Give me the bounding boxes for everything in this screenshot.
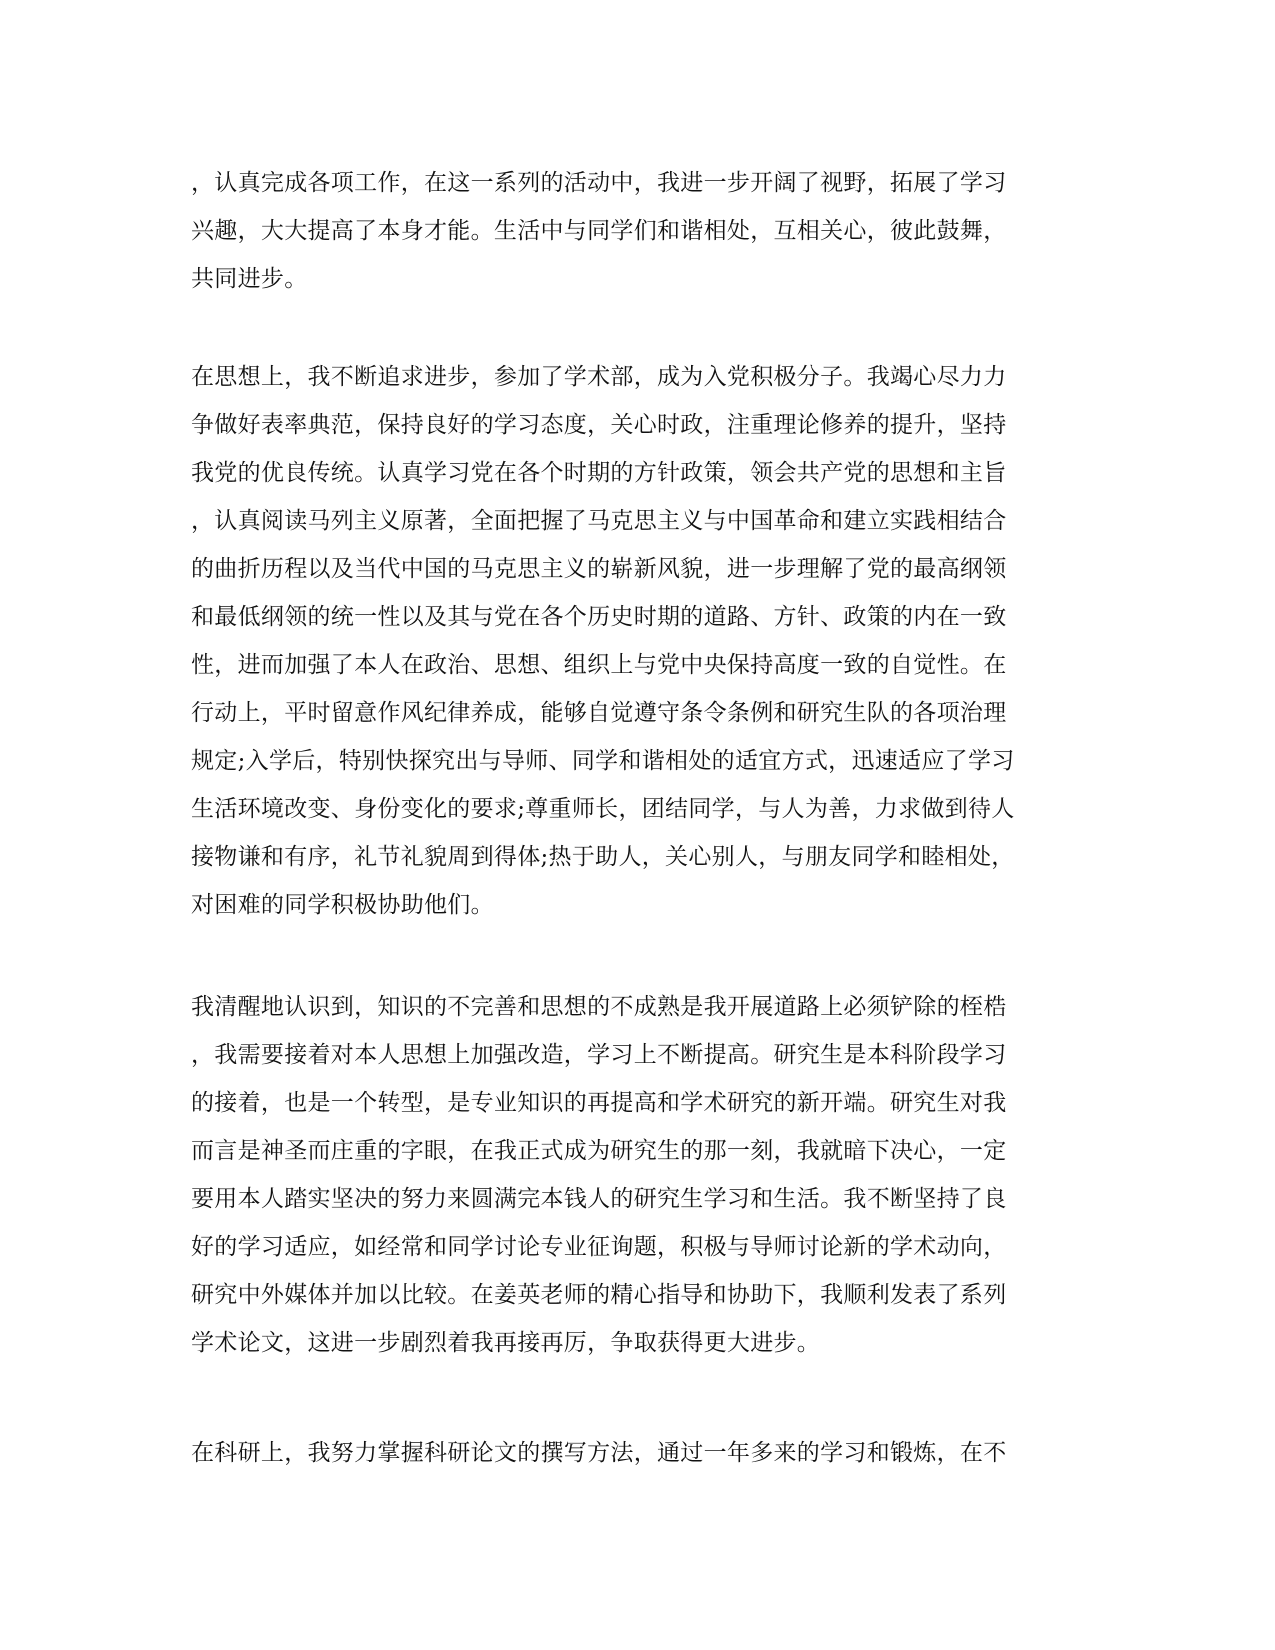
text-line: 要用本人踏实坚决的努力来圆满完本钱人的研究生学习和生活。我不断坚持了良 bbox=[191, 1186, 1007, 1212]
paragraph-4 bbox=[191, 1429, 1091, 1477]
text-line: 生活环境改变、身份变化的要求;尊重师长，团结同学，与人为善，力求做到待人 bbox=[191, 796, 1015, 822]
text-line: 性，进而加强了本人在政治、思想、组织上与党中央保持高度一致的自觉性。在 bbox=[191, 652, 1007, 678]
text-line: 争做好表率典范，保持良好的学习态度，关心时政，注重理论修养的提升，坚持 bbox=[191, 412, 1007, 438]
text-line: 兴趣，大大提高了本身才能。生活中与同学们和谐相处，互相关心，彼此鼓舞， bbox=[191, 218, 1007, 244]
text-line: 而言是神圣而庄重的字眼，在我正式成为研究生的那一刻，我就暗下决心，一定 bbox=[191, 1138, 1007, 1164]
text-line: 研究中外媒体并加以比较。在姜英老师的精心指导和协助下，我顺利发表了系列 bbox=[191, 1282, 1007, 1308]
text-line: ，认真完成各项工作，在这一系列的活动中，我进一步开阔了视野，拓展了学习 bbox=[191, 170, 1007, 196]
text-line: 和最低纲领的统一性以及其与党在各个历史时期的道路、方针、政策的内在一致 bbox=[191, 604, 1007, 630]
text-line: 在思想上，我不断追求进步，参加了学术部，成为入党积极分子。我竭心尽力力 bbox=[191, 364, 1007, 390]
paragraph-2 bbox=[191, 353, 1091, 929]
paragraph-1 bbox=[191, 159, 1091, 303]
text-line: 接物谦和有序，礼节礼貌周到得体;热于助人，关心别人，与朋友同学和睦相处， bbox=[191, 844, 1015, 870]
text-line: 的曲折历程以及当代中国的马克思主义的崭新风貌，进一步理解了党的最高纲领 bbox=[191, 556, 1007, 582]
text-line: 在科研上，我努力掌握科研论文的撰写方法，通过一年多来的学习和锻炼，在不 bbox=[191, 1440, 1007, 1466]
text-line: 行动上，平时留意作风纪律养成，能够自觉遵守条令条例和研究生队的各项治理 bbox=[191, 700, 1007, 726]
text-line: 规定;入学后，特别快探究出与导师、同学和谐相处的适宜方式，迅速适应了学习 bbox=[191, 748, 1015, 774]
text-line: 的接着，也是一个转型，是专业知识的再提高和学术研究的新开端。研究生对我 bbox=[191, 1090, 1007, 1116]
text-line: 我党的优良传统。认真学习党在各个时期的方针政策，领会共产党的思想和主旨 bbox=[191, 460, 1007, 486]
text-line: ，认真阅读马列主义原著，全面把握了马克思主义与中国革命和建立实践相结合 bbox=[191, 508, 1007, 534]
text-line: 学术论文，这进一步剧烈着我再接再厉，争取获得更大进步。 bbox=[191, 1330, 821, 1356]
text-line: 我清醒地认识到，知识的不完善和思想的不成熟是我开展道路上必须铲除的桎梏 bbox=[191, 994, 1007, 1020]
text-line: 对困难的同学积极协助他们。 bbox=[191, 892, 494, 918]
text-line: 共同进步。 bbox=[191, 266, 308, 292]
text-line: 好的学习适应，如经常和同学讨论专业征询题，积极与导师讨论新的学术动向， bbox=[191, 1234, 1007, 1260]
text-line: ，我需要接着对本人思想上加强改造，学习上不断提高。研究生是本科阶段学习 bbox=[191, 1042, 1007, 1068]
paragraph-3 bbox=[191, 983, 1091, 1367]
